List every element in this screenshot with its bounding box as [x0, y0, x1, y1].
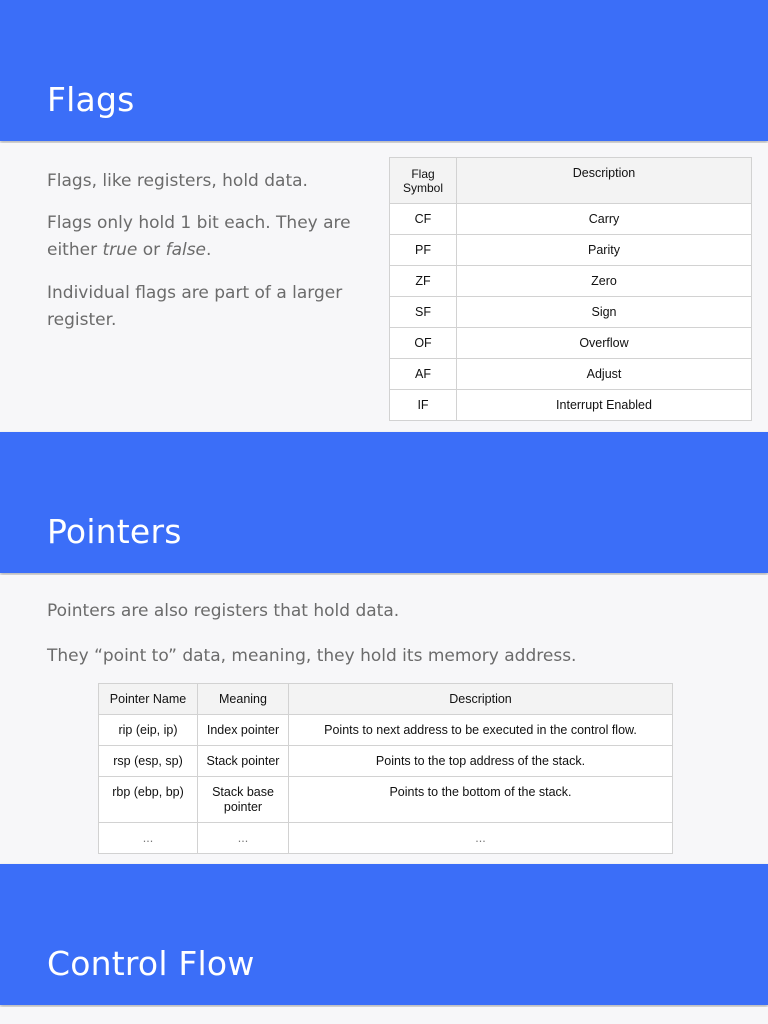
table-row — [390, 297, 752, 328]
flag-description-cell: Sign — [457, 297, 752, 328]
flags-table-header — [390, 158, 752, 204]
flags-col-symbol: Flag Symbol — [390, 158, 457, 204]
table-row — [99, 715, 673, 746]
table-row — [390, 390, 752, 421]
flag-symbol-cell: PF — [390, 235, 457, 266]
flag-symbol-cell: OF — [390, 328, 457, 359]
control-flow-header-band — [0, 864, 768, 1005]
flags-paragraph-2: Flags only hold 1 bit each. They are either true or false. — [47, 213, 351, 260]
pointer-description-cell: Points to next address to be executed in the control flow. — [289, 715, 673, 746]
pointers-paragraph-2: They “point to” data, meaning, they hold its memory address. — [47, 646, 577, 666]
flag-description-cell: Carry — [457, 204, 752, 235]
pointer-meaning-cell: ... — [198, 823, 289, 854]
flag-symbol-cell: SF — [390, 297, 457, 328]
pointers-header-band — [0, 432, 768, 573]
table-row — [390, 328, 752, 359]
pointers-col-name: Pointer Name — [99, 684, 198, 715]
flags-body — [0, 143, 768, 431]
flag-description-cell: Parity — [457, 235, 752, 266]
flags-paragraph-1: Flags, like registers, hold data. — [47, 171, 308, 191]
flags-table — [389, 157, 752, 421]
pointers-body — [0, 575, 768, 863]
table-row — [390, 235, 752, 266]
flag-description-cell: Overflow — [457, 328, 752, 359]
pointers-table — [98, 683, 673, 854]
table-row — [99, 823, 673, 854]
table-row — [99, 746, 673, 777]
pointer-description-cell: ... — [289, 823, 673, 854]
pointer-name-cell: rbp (ebp, bp) — [99, 777, 198, 823]
pointer-meaning-cell: Stack pointer — [198, 746, 289, 777]
pointer-name-cell: ... — [99, 823, 198, 854]
flags-header-band — [0, 0, 768, 141]
pointers-table-header — [99, 684, 673, 715]
flag-symbol-cell: CF — [390, 204, 457, 235]
control-flow-title: Control Flow — [47, 944, 255, 983]
flags-title: Flags — [47, 80, 135, 119]
flags-col-description: Description — [457, 158, 752, 204]
flags-paragraph-3: Individual flags are part of a larger register. — [47, 283, 343, 330]
pointer-description-cell: Points to the top address of the stack. — [289, 746, 673, 777]
pointers-paragraph-1: Pointers are also registers that hold data. — [47, 601, 400, 621]
table-row — [99, 777, 673, 823]
table-row — [390, 359, 752, 390]
pointer-name-cell: rip (eip, ip) — [99, 715, 198, 746]
table-row — [390, 266, 752, 297]
flag-symbol-cell: IF — [390, 390, 457, 421]
flag-description-cell: Interrupt Enabled — [457, 390, 752, 421]
pointer-meaning-cell: Index pointer — [198, 715, 289, 746]
flag-symbol-cell: AF — [390, 359, 457, 390]
flag-description-cell: Adjust — [457, 359, 752, 390]
flag-description-cell: Zero — [457, 266, 752, 297]
pointers-col-meaning: Meaning — [198, 684, 289, 715]
pointer-name-cell: rsp (esp, sp) — [99, 746, 198, 777]
pointers-title: Pointers — [47, 512, 182, 551]
pointers-col-description: Description — [289, 684, 673, 715]
table-row — [390, 204, 752, 235]
pointer-description-cell: Points to the bottom of the stack. — [289, 777, 673, 823]
flag-symbol-cell: ZF — [390, 266, 457, 297]
control-flow-body — [0, 1007, 768, 1024]
pointer-meaning-cell: Stack base pointer — [198, 777, 289, 823]
